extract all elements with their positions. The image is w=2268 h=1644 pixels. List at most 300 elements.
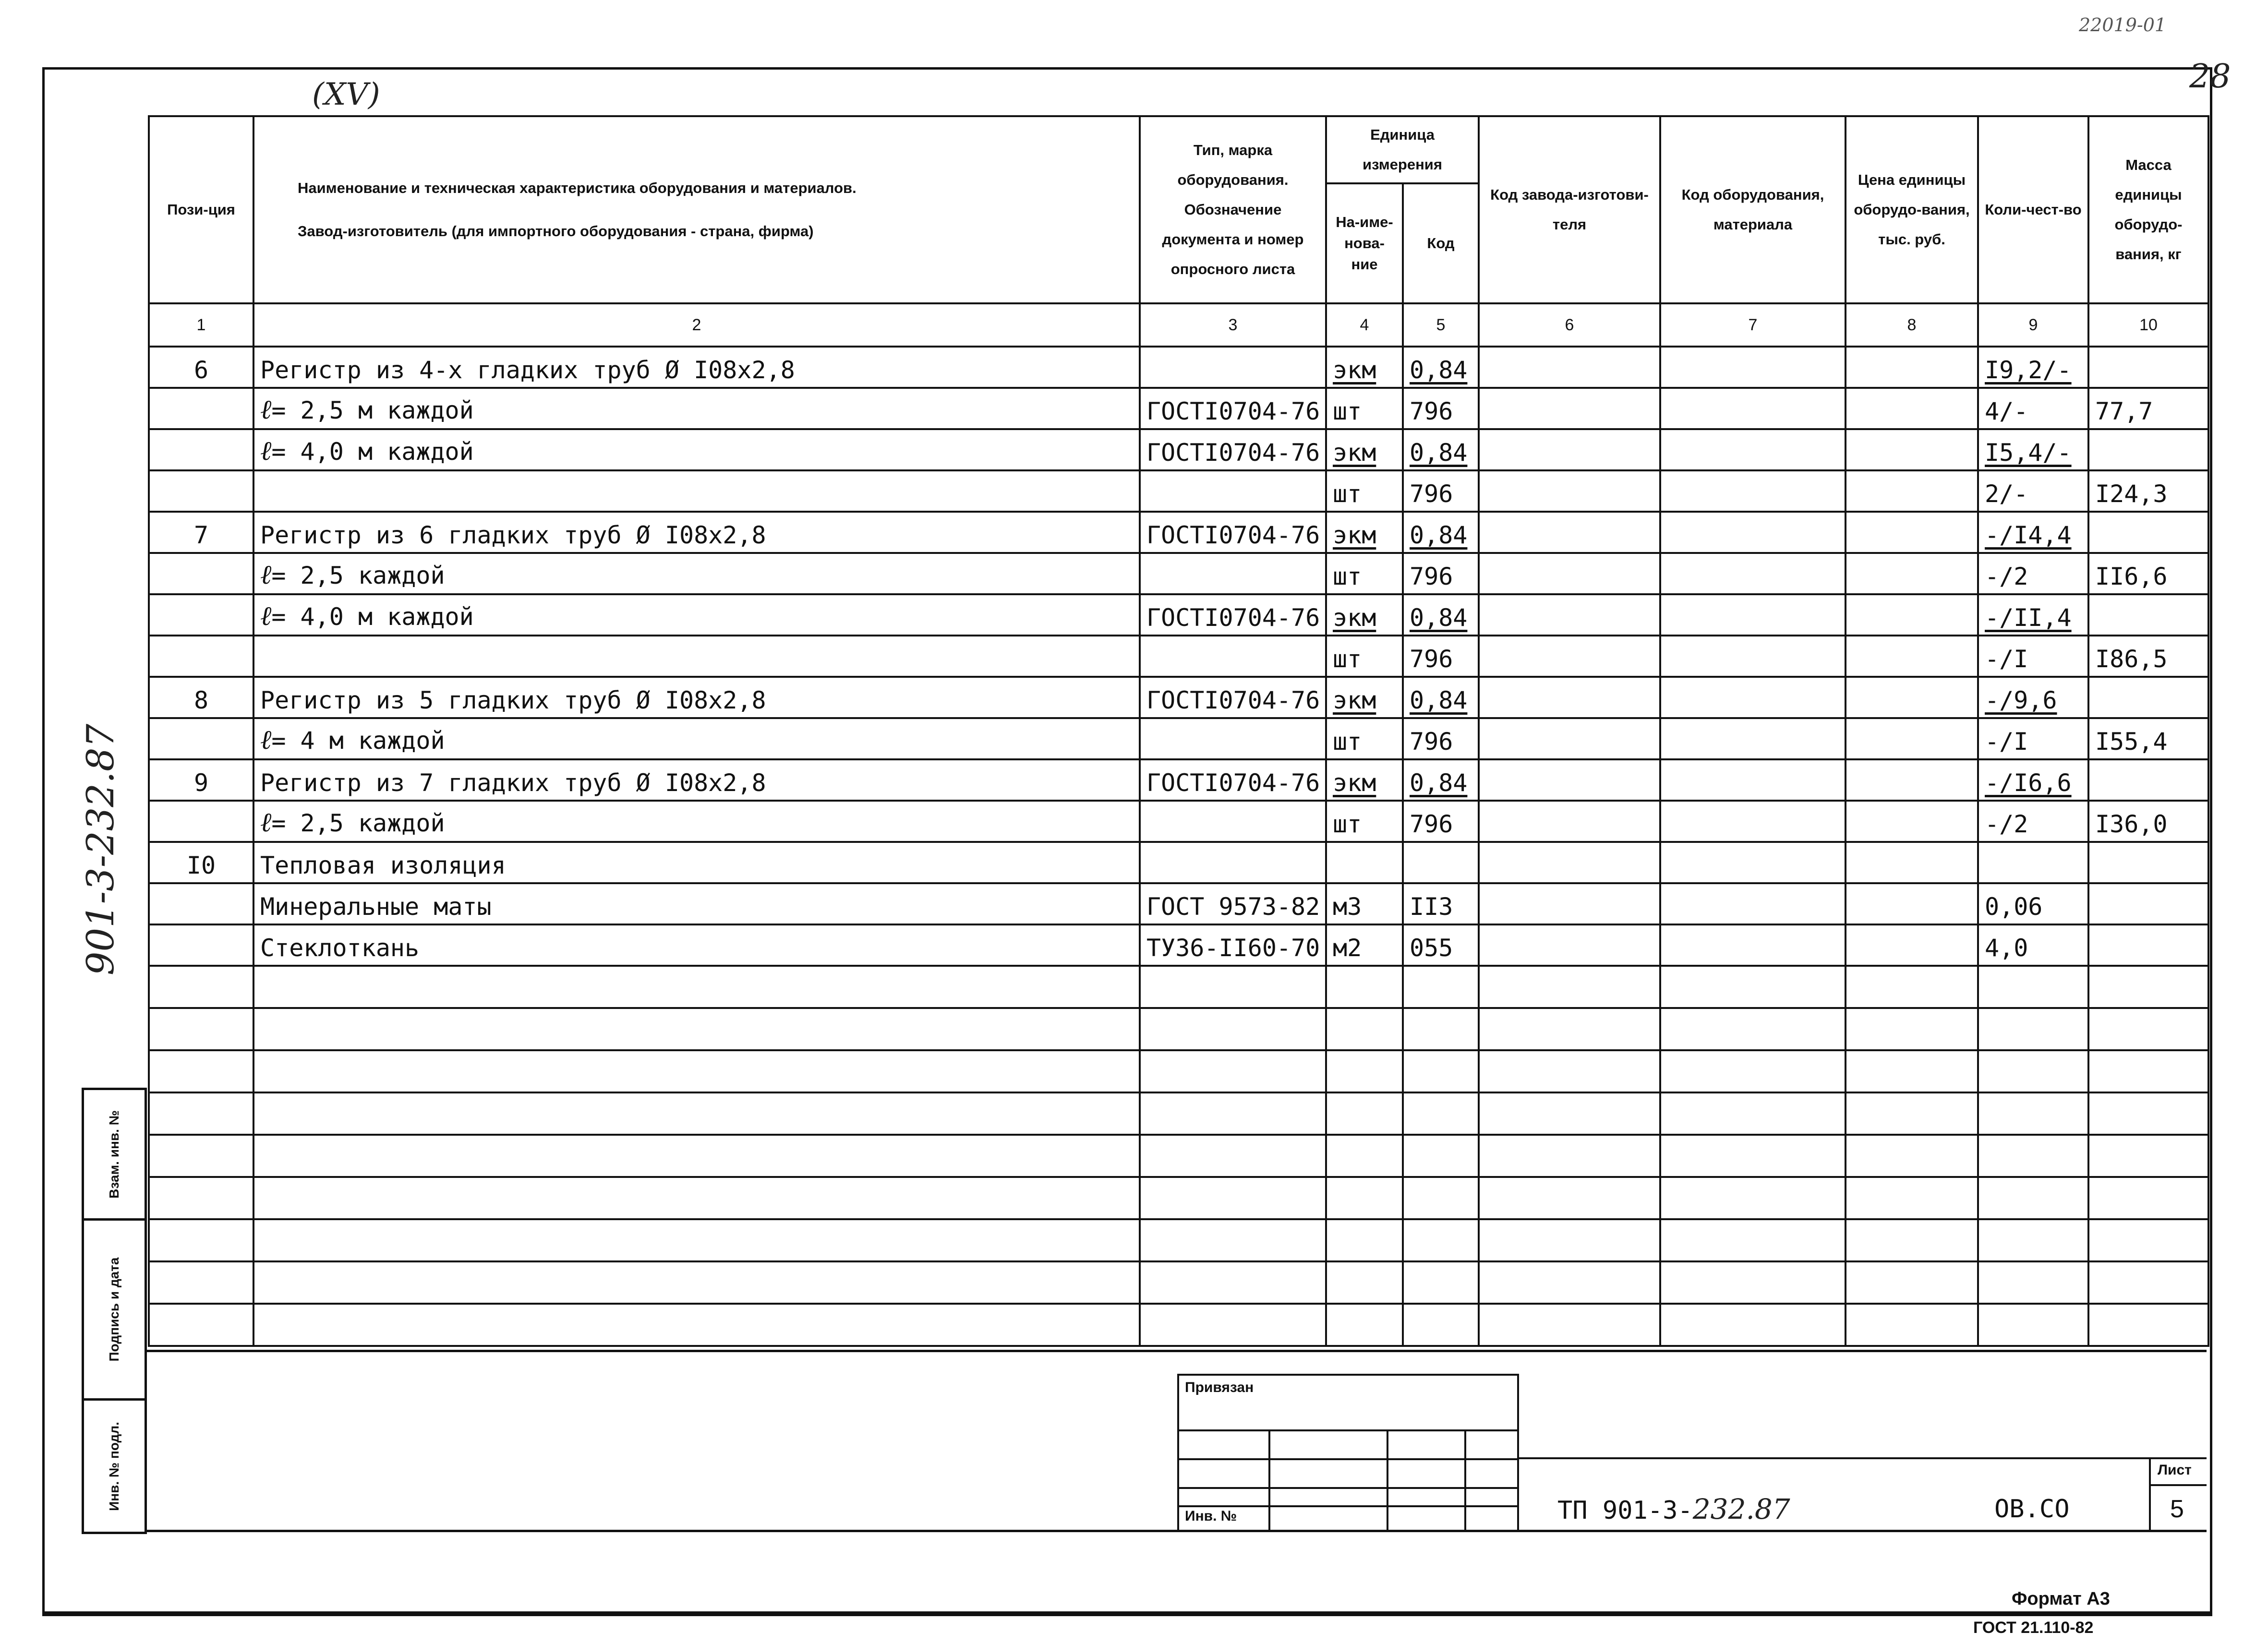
cell-value-mass: I36,0 <box>2095 810 2168 838</box>
empty-cell <box>1846 1304 1978 1346</box>
header-factory-code: Код завода-изготови-теля <box>1479 116 1660 303</box>
cell-f8 <box>1846 924 1978 966</box>
empty-cell <box>1660 966 1846 1008</box>
table-row <box>149 842 2208 883</box>
privyazan-rule <box>1179 1487 1517 1489</box>
cell-pos <box>149 429 253 470</box>
empty-cell <box>253 1092 1140 1135</box>
cell-qty <box>1978 512 2088 553</box>
cell-name <box>253 512 1140 553</box>
cell-f7 <box>1660 636 1846 677</box>
length-symbol: ℓ <box>260 724 272 756</box>
cell-doc <box>1140 883 1326 924</box>
cell-f6 <box>1479 677 1660 718</box>
cell-f8 <box>1846 677 1978 718</box>
cell-f6 <box>1479 429 1660 470</box>
cell-value-qty: -/9,6 <box>1985 686 2057 714</box>
empty-cell <box>1978 1304 2088 1346</box>
empty-cell <box>1479 1304 1660 1346</box>
empty-cell <box>1403 1261 1479 1304</box>
cell-value-code: 0,84 <box>1410 769 1468 797</box>
cell-value-pos: 6 <box>193 356 209 384</box>
item-name: Регистр из 6 гладких труб Ø I08x2,8 <box>260 521 766 549</box>
cell-qty <box>1978 553 2088 594</box>
side-stamp-podpis <box>84 1221 145 1401</box>
cell-doc <box>1140 553 1326 594</box>
item-name: Стеклоткань <box>260 934 420 962</box>
cell-value-code: 796 <box>1410 397 1453 425</box>
cell-qty <box>1978 470 2088 512</box>
side-stamp-podpis-label: Подпись и дата <box>107 1257 121 1362</box>
empty-cell <box>1140 1304 1326 1346</box>
cell-mass <box>2088 470 2208 512</box>
cell-f6 <box>1479 759 1660 801</box>
empty-cell <box>253 1219 1140 1261</box>
cell-pos <box>149 347 253 388</box>
cell-unit <box>1326 718 1403 759</box>
empty-cell <box>2088 1135 2208 1177</box>
empty-cell <box>1660 1008 1846 1050</box>
cell-f8 <box>1846 883 1978 924</box>
empty-row <box>149 1304 2208 1346</box>
col-num: 5 <box>1403 303 1479 347</box>
empty-cell <box>1326 1304 1403 1346</box>
item-name: = 2,5 каждой <box>271 809 445 837</box>
empty-cell <box>2088 1261 2208 1304</box>
length-symbol: ℓ <box>260 394 272 425</box>
privyazan-rule <box>1179 1505 1517 1507</box>
cell-name <box>253 801 1140 842</box>
length-symbol: ℓ <box>260 807 272 838</box>
header-name-line2: Завод-изготовитель (для импортного оборудования - страна, фирма) <box>298 223 814 240</box>
cell-value-doc: ГОСТ 9573-82 <box>1146 893 1320 921</box>
table-row <box>149 883 2208 924</box>
cell-f8 <box>1846 553 1978 594</box>
cell-pos <box>149 842 253 883</box>
cell-doc <box>1140 429 1326 470</box>
cell-name <box>253 470 1140 512</box>
empty-cell <box>1978 1219 2088 1261</box>
cell-name <box>253 677 1140 718</box>
item-name: Минеральные маты <box>260 893 492 921</box>
cell-code <box>1403 553 1479 594</box>
cell-pos <box>149 759 253 801</box>
cell-qty <box>1978 429 2088 470</box>
cell-unit <box>1326 388 1403 429</box>
cell-f6 <box>1479 512 1660 553</box>
cell-unit <box>1326 470 1403 512</box>
item-name: Регистр из 5 гладких труб Ø I08x2,8 <box>260 686 766 714</box>
cell-mass <box>2088 924 2208 966</box>
cell-qty <box>1978 924 2088 966</box>
empty-cell <box>1479 1008 1660 1050</box>
col-num: 9 <box>1978 303 2088 347</box>
empty-cell <box>253 1177 1140 1219</box>
cell-mass <box>2088 512 2208 553</box>
cell-value-code: 796 <box>1410 645 1453 673</box>
empty-cell <box>1326 1177 1403 1219</box>
empty-cell <box>1846 966 1978 1008</box>
empty-cell <box>1978 1092 2088 1135</box>
cell-qty <box>1978 388 2088 429</box>
empty-cell <box>2088 1177 2208 1219</box>
cell-f8 <box>1846 429 1978 470</box>
standard-label: ГОСТ 21.110-82 <box>1973 1619 2094 1637</box>
table-row <box>149 801 2208 842</box>
cell-f8 <box>1846 470 1978 512</box>
empty-cell <box>149 1219 253 1261</box>
title-block <box>1519 1457 2207 1532</box>
empty-cell <box>1140 1219 1326 1261</box>
col-num: 8 <box>1846 303 1978 347</box>
side-stamp <box>82 1088 147 1534</box>
cell-value-unit: экм <box>1333 604 1376 632</box>
header-position: Пози-ция <box>149 116 253 303</box>
cell-unit <box>1326 759 1403 801</box>
header-mass: Масса единицы оборудо-вания, кг <box>2088 116 2208 303</box>
privyazan-block <box>1177 1374 1519 1532</box>
length-symbol: ℓ <box>260 559 272 590</box>
empty-cell <box>1978 1008 2088 1050</box>
cell-doc <box>1140 636 1326 677</box>
inv-no-label: Инв. № <box>1185 1508 1237 1524</box>
empty-cell <box>253 1261 1140 1304</box>
col-num: 1 <box>149 303 253 347</box>
cell-pos <box>149 718 253 759</box>
table-row <box>149 759 2208 801</box>
empty-cell <box>1479 1261 1660 1304</box>
cell-qty <box>1978 883 2088 924</box>
header-equipment-code: Код оборудования, материала <box>1660 116 1846 303</box>
cell-value-code: 796 <box>1410 728 1453 756</box>
cell-unit <box>1326 801 1403 842</box>
cell-f7 <box>1660 594 1846 636</box>
empty-cell <box>1140 966 1326 1008</box>
cell-f6 <box>1479 347 1660 388</box>
empty-cell <box>2088 1050 2208 1092</box>
length-symbol: ℓ <box>260 600 272 632</box>
table-row <box>149 718 2208 759</box>
cell-f6 <box>1479 594 1660 636</box>
cell-f7 <box>1660 429 1846 470</box>
item-name: = 4,0 м каждой <box>271 438 474 466</box>
cell-value-qty: I9,2/- <box>1985 356 2072 384</box>
cell-value-unit: шт <box>1333 563 1362 590</box>
specification-table <box>148 115 2209 1347</box>
cell-name <box>253 759 1140 801</box>
empty-cell <box>253 1304 1140 1346</box>
cell-f8 <box>1846 759 1978 801</box>
empty-row <box>149 1135 2208 1177</box>
cell-value-qty: 4,0 <box>1985 934 2028 962</box>
cell-value-unit: шт <box>1333 645 1362 673</box>
cell-doc <box>1140 512 1326 553</box>
item-name: Регистр из 4-х гладких труб Ø I08x2,8 <box>260 356 795 384</box>
cell-f7 <box>1660 718 1846 759</box>
empty-cell <box>1140 1135 1326 1177</box>
table-row <box>149 553 2208 594</box>
cell-value-unit: экм <box>1333 769 1376 797</box>
designation-handwritten: 232.87 <box>1692 1493 1790 1525</box>
empty-cell <box>1660 1092 1846 1135</box>
cell-doc <box>1140 347 1326 388</box>
cell-f7 <box>1660 347 1846 388</box>
cell-mass <box>2088 553 2208 594</box>
designation-printed: ТП 901-3- <box>1557 1496 1693 1525</box>
cell-code <box>1403 388 1479 429</box>
cell-pos <box>149 388 253 429</box>
empty-cell <box>2088 1304 2208 1346</box>
col-num: 7 <box>1660 303 1846 347</box>
item-name: = 4,0 м каждой <box>271 603 474 631</box>
empty-cell <box>1660 1050 1846 1092</box>
empty-row <box>149 1008 2208 1050</box>
cell-value-doc: ГОСТI0704-76 <box>1146 769 1320 797</box>
cell-f6 <box>1479 718 1660 759</box>
cell-code <box>1403 801 1479 842</box>
cell-value-mass: I24,3 <box>2095 480 2168 508</box>
cell-value-qty: -/2 <box>1985 563 2028 590</box>
empty-cell <box>1140 1177 1326 1219</box>
empty-cell <box>253 966 1140 1008</box>
empty-row <box>149 966 2208 1008</box>
cell-unit <box>1326 594 1403 636</box>
cell-qty <box>1978 677 2088 718</box>
cell-pos <box>149 594 253 636</box>
cell-code <box>1403 594 1479 636</box>
cell-code <box>1403 347 1479 388</box>
cell-f7 <box>1660 842 1846 883</box>
privyazan-label: Привязан <box>1185 1380 1254 1395</box>
cell-f6 <box>1479 883 1660 924</box>
table-row <box>149 924 2208 966</box>
cell-f8 <box>1846 388 1978 429</box>
cell-unit <box>1326 677 1403 718</box>
cell-doc <box>1140 842 1326 883</box>
col-num: 4 <box>1326 303 1403 347</box>
cell-value-unit: экм <box>1333 356 1376 384</box>
item-name: Регистр из 7 гладких труб Ø I08x2,8 <box>260 769 766 797</box>
side-designation: 901-3-232.87 <box>79 723 122 976</box>
empty-cell <box>1140 1050 1326 1092</box>
empty-cell <box>1326 1050 1403 1092</box>
cell-value-unit: экм <box>1333 686 1376 714</box>
cell-mass <box>2088 347 2208 388</box>
empty-cell <box>1479 1219 1660 1261</box>
cell-value-unit: шт <box>1333 480 1362 508</box>
empty-cell <box>1479 1092 1660 1135</box>
cell-f6 <box>1479 801 1660 842</box>
empty-cell <box>1326 1135 1403 1177</box>
cell-f6 <box>1479 470 1660 512</box>
cell-value-qty: -/I <box>1985 645 2028 673</box>
cell-value-code: 055 <box>1410 934 1453 962</box>
cell-f8 <box>1846 842 1978 883</box>
empty-cell <box>1660 1177 1846 1219</box>
col-num: 3 <box>1140 303 1326 347</box>
cell-doc <box>1140 924 1326 966</box>
empty-cell <box>1403 1135 1479 1177</box>
empty-cell <box>1978 966 2088 1008</box>
cell-value-qty: -/I <box>1985 728 2028 756</box>
empty-cell <box>149 1135 253 1177</box>
empty-cell <box>1140 1008 1326 1050</box>
cell-value-pos: 9 <box>193 769 209 797</box>
empty-cell <box>1479 1135 1660 1177</box>
empty-cell <box>1846 1261 1978 1304</box>
empty-cell <box>2088 966 2208 1008</box>
cell-mass <box>2088 718 2208 759</box>
empty-row <box>149 1219 2208 1261</box>
cell-name <box>253 429 1140 470</box>
cell-value-qty: I5,4/- <box>1985 439 2072 467</box>
empty-cell <box>1403 1304 1479 1346</box>
table-row <box>149 388 2208 429</box>
cell-doc <box>1140 594 1326 636</box>
cell-doc <box>1140 388 1326 429</box>
empty-cell <box>1326 1219 1403 1261</box>
empty-cell <box>149 1008 253 1050</box>
empty-cell <box>1978 1177 2088 1219</box>
empty-cell <box>1978 1135 2088 1177</box>
empty-cell <box>1660 1219 1846 1261</box>
cell-f7 <box>1660 759 1846 801</box>
cell-unit <box>1326 347 1403 388</box>
sheet-label: Лист <box>2158 1462 2192 1478</box>
cell-value-doc: ГОСТI0704-76 <box>1146 397 1320 425</box>
empty-cell <box>1403 1050 1479 1092</box>
cell-value-code: 0,84 <box>1410 604 1468 632</box>
header-type: Тип, марка оборудования. Обозначение документа и номер опросного листа <box>1140 116 1326 303</box>
cell-code <box>1403 429 1479 470</box>
cell-unit <box>1326 924 1403 966</box>
cell-qty <box>1978 718 2088 759</box>
cell-value-qty: -/2 <box>1985 810 2028 838</box>
cell-doc <box>1140 718 1326 759</box>
cell-name <box>253 718 1140 759</box>
empty-cell <box>2088 1092 2208 1135</box>
table-row <box>149 429 2208 470</box>
cell-value-mass: II6,6 <box>2095 563 2168 590</box>
empty-cell <box>1403 1092 1479 1135</box>
cell-value-mass: 77,7 <box>2095 397 2153 425</box>
column-numbers-row <box>149 303 2208 347</box>
item-name: = 4 м каждой <box>271 727 445 755</box>
empty-cell <box>1479 1177 1660 1219</box>
cell-value-doc: ТУ36-II60-70 <box>1146 934 1320 962</box>
empty-cell <box>1846 1092 1978 1135</box>
top-right-stamp: 22019-01 <box>2079 14 2167 36</box>
header-price: Цена единицы оборудо-вания, тыс. руб. <box>1846 116 1978 303</box>
empty-row <box>149 1177 2208 1219</box>
cell-mass <box>2088 801 2208 842</box>
cell-f6 <box>1479 636 1660 677</box>
privyazan-rule <box>1179 1458 1517 1460</box>
header-unit-code: Код <box>1403 183 1479 303</box>
empty-cell <box>1326 1092 1403 1135</box>
cell-value-doc: ГОСТI0704-76 <box>1146 521 1320 549</box>
header-unit: Единица измерения <box>1326 116 1479 183</box>
cell-qty <box>1978 842 2088 883</box>
sheet-box <box>2149 1459 2207 1532</box>
cell-code <box>1403 470 1479 512</box>
privyazan-divider <box>1387 1429 1388 1532</box>
empty-cell <box>1403 1008 1479 1050</box>
cell-mass <box>2088 759 2208 801</box>
cell-unit <box>1326 553 1403 594</box>
empty-cell <box>149 1304 253 1346</box>
cell-f6 <box>1479 388 1660 429</box>
cell-name <box>253 388 1140 429</box>
empty-cell <box>1479 966 1660 1008</box>
cell-f7 <box>1660 553 1846 594</box>
empty-cell <box>1326 1008 1403 1050</box>
col-num: 6 <box>1479 303 1660 347</box>
cell-value-code: II3 <box>1410 893 1453 921</box>
empty-cell <box>1479 1050 1660 1092</box>
cell-name <box>253 924 1140 966</box>
cell-doc <box>1140 470 1326 512</box>
empty-cell <box>1403 1177 1479 1219</box>
cell-code <box>1403 677 1479 718</box>
cell-f7 <box>1660 470 1846 512</box>
cell-qty <box>1978 594 2088 636</box>
cell-value-unit: м2 <box>1333 934 1362 962</box>
cell-f7 <box>1660 801 1846 842</box>
cell-unit <box>1326 512 1403 553</box>
cell-value-code: 0,84 <box>1410 439 1468 467</box>
table-row <box>149 636 2208 677</box>
table-row <box>149 470 2208 512</box>
empty-cell <box>149 1177 253 1219</box>
cell-value-pos: 7 <box>193 521 209 549</box>
empty-row <box>149 1050 2208 1092</box>
cell-value-doc: ГОСТI0704-76 <box>1146 604 1320 632</box>
cell-name <box>253 347 1140 388</box>
cell-mass <box>2088 677 2208 718</box>
cell-code <box>1403 883 1479 924</box>
empty-cell <box>2088 1008 2208 1050</box>
cell-unit <box>1326 429 1403 470</box>
cell-qty <box>1978 801 2088 842</box>
side-stamp-inv <box>84 1401 145 1532</box>
cell-f6 <box>1479 842 1660 883</box>
cell-f8 <box>1846 636 1978 677</box>
cell-doc <box>1140 801 1326 842</box>
table-row <box>149 512 2208 553</box>
cell-pos <box>149 470 253 512</box>
col-num: 2 <box>253 303 1140 347</box>
empty-cell <box>1140 1092 1326 1135</box>
header-quantity: Коли-чест-во <box>1978 116 2088 303</box>
cell-f8 <box>1846 347 1978 388</box>
cell-unit <box>1326 842 1403 883</box>
privyazan-rule <box>1179 1429 1517 1431</box>
cell-value-code: 796 <box>1410 810 1453 838</box>
cell-name <box>253 553 1140 594</box>
cell-value-mass: I86,5 <box>2095 645 2168 673</box>
empty-cell <box>1326 966 1403 1008</box>
cell-value-doc: ГОСТI0704-76 <box>1146 439 1320 467</box>
cell-qty <box>1978 636 2088 677</box>
cell-value-doc: ГОСТI0704-76 <box>1146 686 1320 714</box>
document-code: ОВ.СО <box>1994 1495 2070 1524</box>
cell-code <box>1403 842 1479 883</box>
empty-cell <box>149 1261 253 1304</box>
cell-f7 <box>1660 677 1846 718</box>
cell-code <box>1403 759 1479 801</box>
cell-name <box>253 594 1140 636</box>
